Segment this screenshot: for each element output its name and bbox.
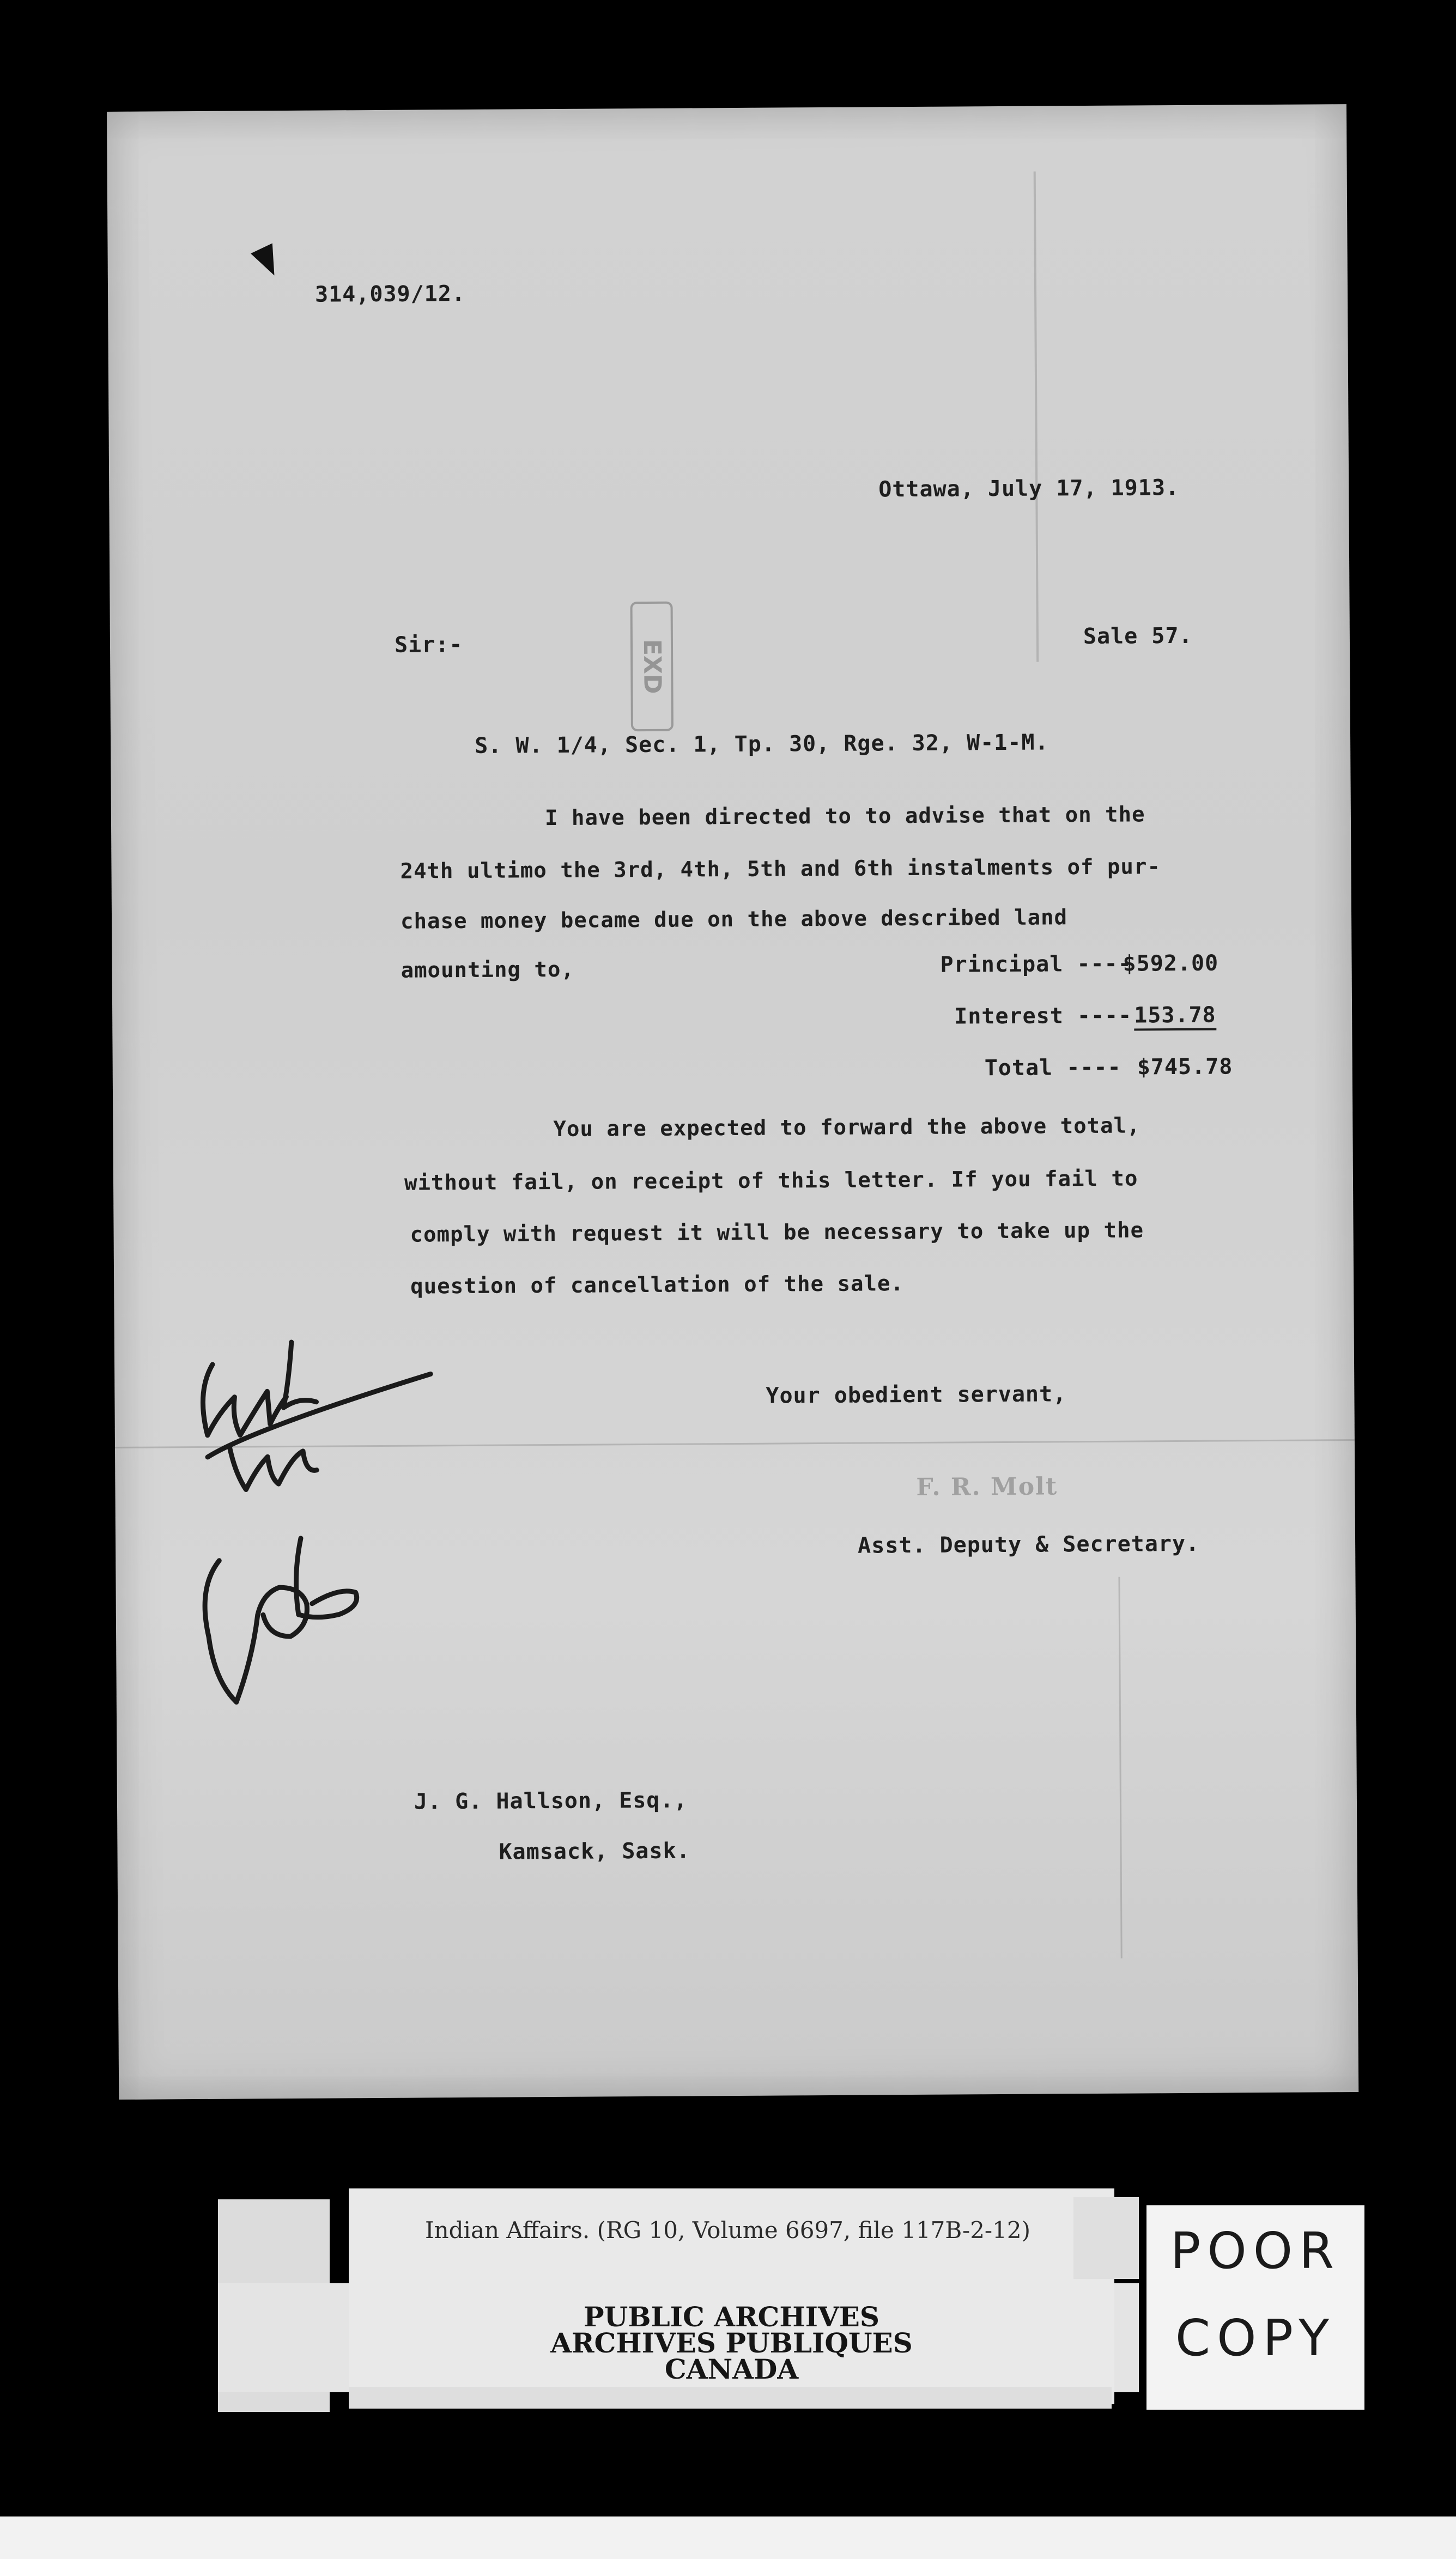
sale-reference: Sale 57. — [1083, 623, 1193, 650]
poor-copy-note — [1146, 2205, 1364, 2410]
paragraph-1-line: 24th ultimo the 3rd, 4th, 5th and 6th instalments of pur- — [400, 854, 1161, 884]
archives-line-3: CANADA — [664, 2353, 799, 2385]
total-label: Total ---- — [984, 1054, 1121, 1081]
principal-label: Principal ---- — [940, 951, 1132, 978]
paragraph-2-line: without fail, on receipt of this letter. If you fail to — [404, 1166, 1138, 1196]
place-date: Ottawa, July 17, 1913. — [878, 475, 1180, 502]
total-value: $745.78 — [1137, 1054, 1233, 1080]
paper-crease — [1118, 1577, 1122, 1958]
paragraph-1-line: chase money became due on the above described land — [400, 905, 1068, 934]
archive-reference: Indian Affairs. (RG 10, Volume 6697, file 117B-2-12) — [425, 2217, 1030, 2243]
handwritten-initials — [174, 1330, 482, 1746]
salutation: Sir:- — [394, 632, 463, 658]
principal-value: $592.00 — [1123, 950, 1219, 977]
poor-copy-line-1: POOR — [1170, 2222, 1341, 2280]
paragraph-2-line: comply with request it will be necessary to take up the — [410, 1218, 1144, 1247]
file-number: 314,039/12. — [314, 281, 466, 307]
letter-sheet — [107, 104, 1358, 2100]
land-description: S. W. 1/4, Sec. 1, Tp. 30, Rge. 32, W-1-M. — [474, 730, 1049, 759]
corner-mark — [251, 243, 285, 281]
poor-copy-line-2: COPY — [1175, 2309, 1336, 2367]
paragraph-2-line: question of cancellation of the sale. — [410, 1271, 905, 1299]
interest-value: 153.78 — [1134, 1004, 1216, 1031]
bottom-strip — [0, 2516, 1456, 2559]
received-stamp: EXD — [630, 602, 674, 731]
archives-line-1: PUBLIC ARCHIVES — [584, 2301, 879, 2333]
paper-crease — [1034, 172, 1039, 662]
closing: Your obedient servant, — [766, 1381, 1067, 1409]
interest-label: Interest ---- — [954, 1003, 1132, 1029]
addressee-name: J. G. Hallson, Esq., — [414, 1787, 688, 1815]
faded-signature: F. R. Molt — [916, 1472, 1058, 1501]
paragraph-1-line: I have been directed to to advise that on the — [544, 802, 1145, 831]
archives-line-2: ARCHIVES PUBLIQUES — [550, 2327, 913, 2359]
paragraph-1-line: amounting to, — [401, 957, 575, 983]
paragraph-2-line: You are expected to forward the above total, — [553, 1113, 1140, 1142]
archive-label-band — [349, 2387, 1112, 2409]
archive-label-tab — [1073, 2197, 1139, 2279]
signatory-title: Asst. Deputy & Secretary. — [857, 1531, 1200, 1559]
addressee-place: Kamsack, Sask. — [499, 1838, 690, 1865]
